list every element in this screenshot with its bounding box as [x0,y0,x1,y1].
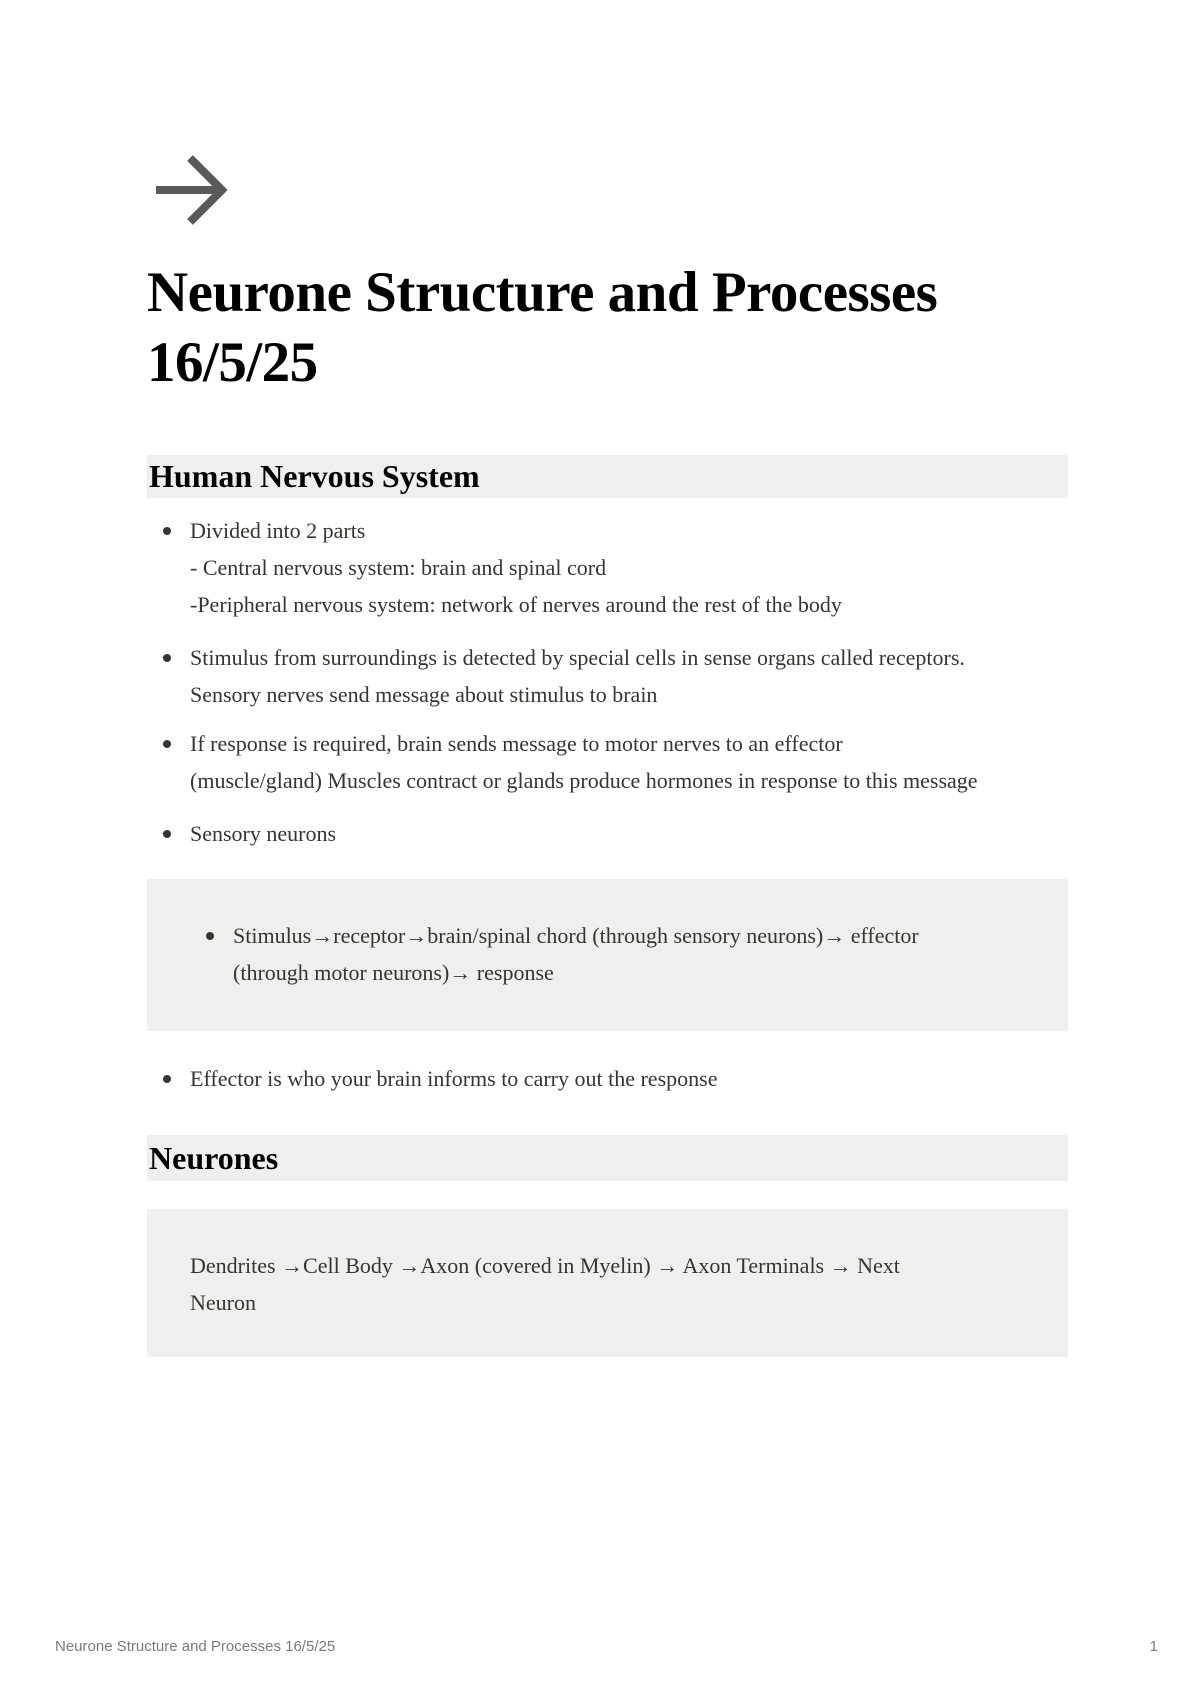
list-item-text: - Central nervous system: brain and spinal cord [190,555,607,580]
bullet-dot [163,654,171,662]
list-item-text: (muscle/gland) Muscles contract or glands produce hormones in response to this message [190,768,978,793]
bullet-dot [163,1075,171,1083]
list-item-text: Stimulus from surroundings is detected by special cells in sense organs called receptors. [190,645,965,670]
footer-page-number: 1 [1149,1638,1158,1655]
list-item-text: Sensory neurons [190,821,337,846]
list-item-text: (through motor neurons)→ response [233,960,554,985]
list-item-text: Stimulus→receptor→brain/spinal chord (through sensory neurons)→ effector [233,923,919,948]
callout-block [147,1209,1068,1357]
list-item-text: If response is required, brain sends message to motor nerves to an effector [190,731,843,756]
section-heading-human-nervous-system: Human Nervous System [147,455,1068,498]
list-item [147,1060,1077,1097]
callout-bullet-list [190,917,1020,991]
bullet-dot [163,740,171,748]
bullet-dot [163,527,171,535]
list-item [147,725,1077,799]
callout-text [190,1247,1010,1321]
page-title-line-2: 16/5/25 [147,331,318,394]
callout-block [147,879,1068,1031]
list-item [190,917,1020,991]
bullet-dot [163,830,171,838]
page-title [147,258,1067,398]
list-item [147,815,1077,852]
list-item-text: Divided into 2 parts [190,518,366,543]
footer-document-title: Neurone Structure and Processes 16/5/25 [55,1638,336,1655]
bullet-dot [206,932,214,940]
list-item-text: Sensory nerves send message about stimulus to brain [190,682,658,707]
list-item [147,512,1077,623]
arrow-right-icon [150,150,230,230]
callout-text-line: Dendrites →Cell Body →Axon (covered in Myelin) → Axon Terminals → Next [190,1253,900,1278]
list-item [147,639,1077,713]
list-item-text: -Peripheral nervous system: network of nerves around the rest of the body [190,592,842,617]
callout-text-line: Neuron [190,1290,256,1315]
bullet-list [147,512,1077,852]
list-item-text: Effector is who your brain informs to carry out the response [190,1066,718,1091]
section-heading-neurones: Neurones [147,1135,1068,1181]
bullet-list [147,1060,1077,1097]
page-title-line-1: Neurone Structure and Processes [147,261,938,324]
